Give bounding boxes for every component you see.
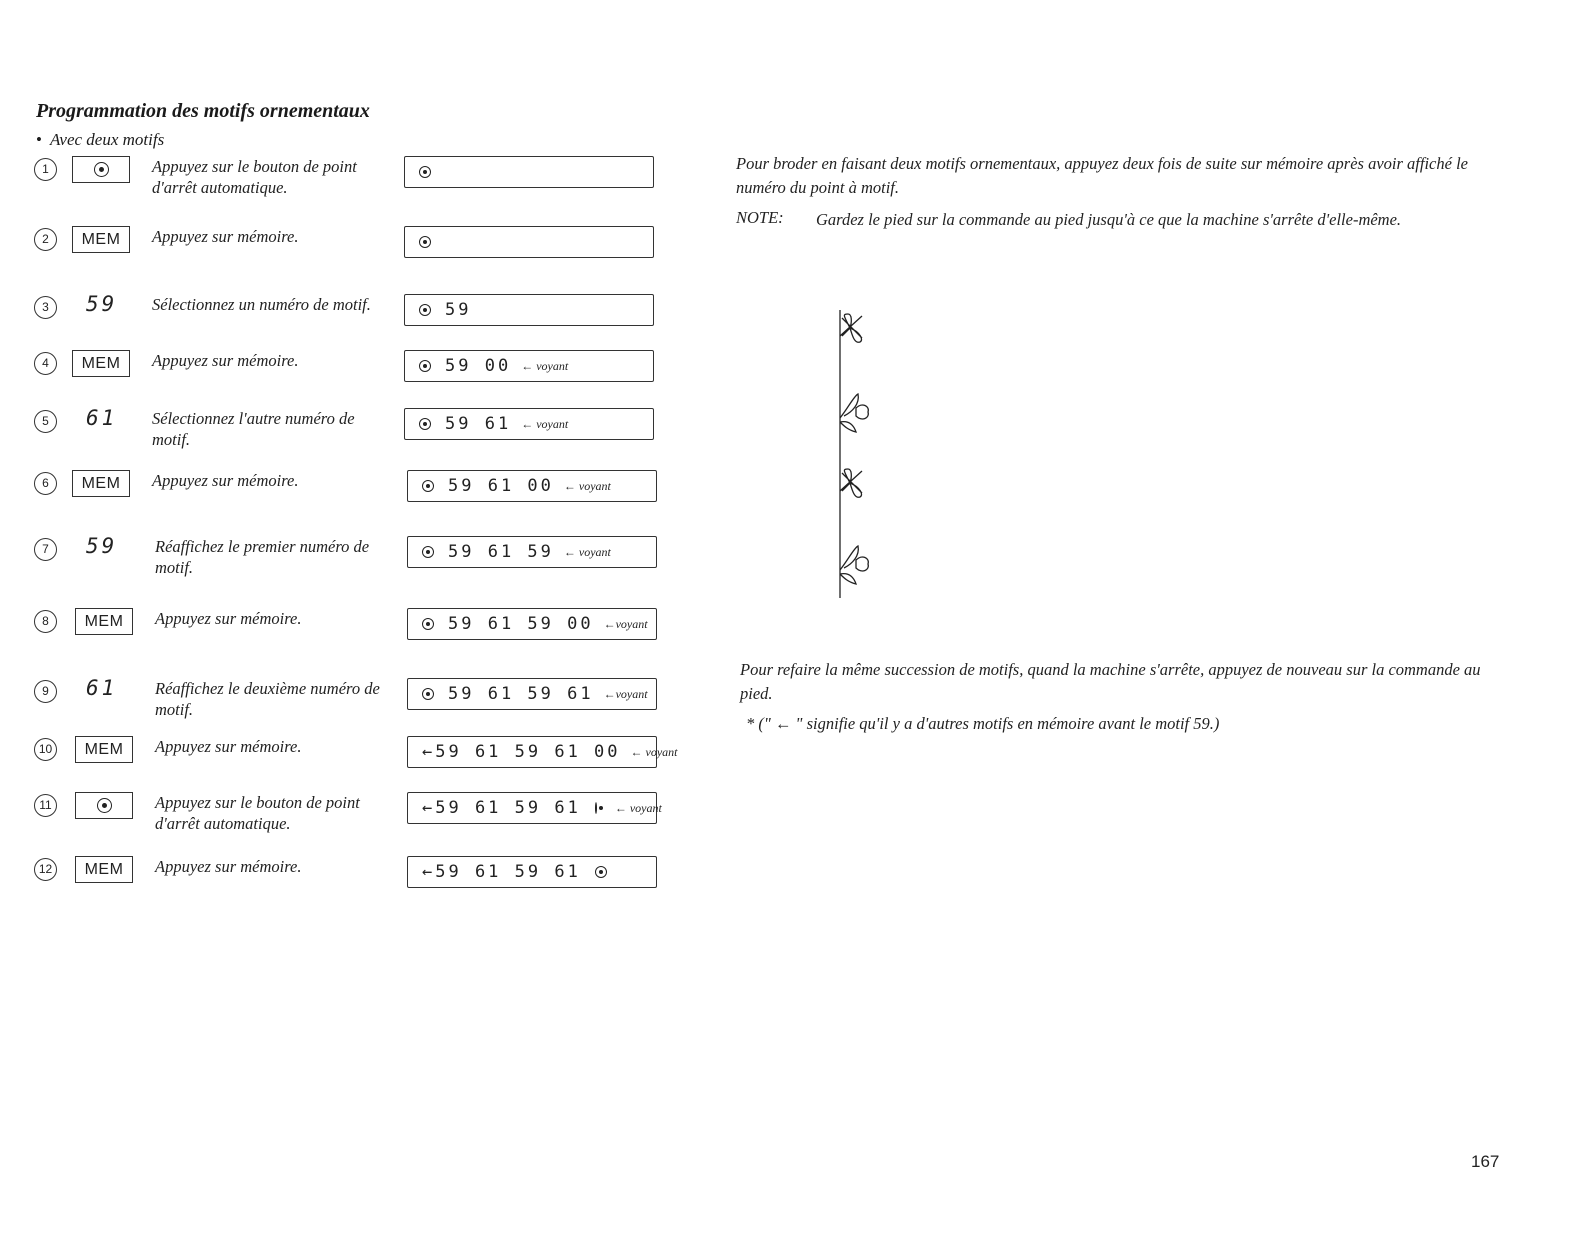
auto-stop-icon xyxy=(419,236,431,248)
auto-stop-icon xyxy=(419,360,431,372)
auto-stop-icon xyxy=(422,618,434,630)
step-number: 1 xyxy=(34,158,57,181)
indicator-label: ←voyant xyxy=(603,686,648,701)
lcd-values: 59 00 xyxy=(445,356,512,376)
indicator-label: ← voyant xyxy=(521,358,569,373)
mem-key-label: MEM xyxy=(81,230,121,248)
mem-key xyxy=(72,470,130,497)
auto-stop-icon xyxy=(595,866,607,878)
lcd-values: 59 61 00 xyxy=(448,476,554,496)
mem-key-label: MEM xyxy=(84,612,124,630)
note-label: NOTE: xyxy=(736,208,784,227)
step-row xyxy=(34,736,754,780)
indicator-label: ← voyant xyxy=(614,800,662,815)
mem-key xyxy=(72,226,130,253)
footnote: * (" ← " signifie qu'il y a d'autres motifs en mémoire avant le motif 59.) xyxy=(746,714,1220,733)
bullet: • xyxy=(36,130,42,149)
note-text: Gardez le pied sur la commande au pied jusqu'à ce que la machine s'arrête d'elle-même. xyxy=(816,210,1402,229)
auto-stop-icon xyxy=(422,480,434,492)
lcd-display xyxy=(404,226,654,258)
lcd-display xyxy=(407,608,657,640)
lcd-values: ←59 61 59 61 xyxy=(422,862,581,882)
step-description: Appuyez sur mémoire. xyxy=(155,857,302,876)
step-number: 12 xyxy=(34,858,57,881)
step-row xyxy=(34,408,754,452)
tulip-motif-2 xyxy=(840,546,868,584)
pattern-number-display: 59 xyxy=(86,292,118,316)
mem-key-label: MEM xyxy=(81,474,121,492)
tulip-motif xyxy=(840,394,868,432)
mem-key xyxy=(72,350,130,377)
lcd-display xyxy=(404,294,654,326)
step-number: 9 xyxy=(34,680,57,703)
indicator-label: ← voyant xyxy=(630,744,678,759)
lcd-display xyxy=(407,536,657,568)
lcd-values: 59 61 59 00 xyxy=(448,614,594,634)
mem-key xyxy=(75,856,133,883)
auto-stop-icon xyxy=(94,162,109,177)
step-description: Appuyez sur mémoire. xyxy=(152,471,299,490)
lcd-display xyxy=(404,350,654,382)
step-number: 4 xyxy=(34,352,57,375)
lcd-values: ←59 61 59 61 xyxy=(422,798,581,818)
indicator-label: ← voyant xyxy=(521,416,569,431)
step-row xyxy=(34,156,754,200)
lcd-values: 59 61 xyxy=(445,414,512,434)
auto-stop-icon xyxy=(419,304,431,316)
intro-paragraph: Pour broder en faisant deux motifs ornementaux, appuyez deux fois de suite sur mémoire après avoir affiché le numéro du point à motif. xyxy=(736,154,1468,197)
step-number: 8 xyxy=(34,610,57,633)
lcd-display xyxy=(407,856,657,888)
auto-stop-icon xyxy=(595,802,597,814)
auto-stop-key xyxy=(75,792,133,819)
page-number: 167 xyxy=(1471,1152,1500,1171)
indicator-label: ← voyant xyxy=(563,478,611,493)
step-number: 5 xyxy=(34,410,57,433)
step-number: 11 xyxy=(34,794,57,817)
mem-key xyxy=(75,608,133,635)
step-description: Appuyez sur le bouton de point d'arrêt automatique. xyxy=(155,793,360,833)
step-number: 7 xyxy=(34,538,57,561)
repeat-paragraph: Pour refaire la même succession de motifs, quand la machine s'arrête, appuyez de nouveau sur la commande au pied. xyxy=(740,660,1481,703)
step-description: Appuyez sur le bouton de point d'arrêt automatique. xyxy=(152,157,357,197)
lcd-display xyxy=(404,156,654,188)
auto-stop-key xyxy=(72,156,130,183)
butterfly-motif xyxy=(840,314,862,342)
auto-stop-icon xyxy=(422,546,434,558)
step-number: 3 xyxy=(34,296,57,319)
lcd-values: 59 61 59 xyxy=(448,542,554,562)
step-number: 6 xyxy=(34,472,57,495)
step-number: 2 xyxy=(34,228,57,251)
step-description: Réaffichez le premier numéro de motif. xyxy=(155,537,370,577)
auto-stop-icon xyxy=(97,798,112,813)
step-row xyxy=(34,792,754,836)
step-row xyxy=(34,608,754,652)
step-description: Sélectionnez l'autre numéro de motif. xyxy=(152,409,355,449)
step-description: Appuyez sur mémoire. xyxy=(155,609,302,628)
pattern-number-display: 61 xyxy=(86,676,118,700)
auto-stop-icon xyxy=(419,418,431,430)
mem-key-label: MEM xyxy=(81,354,121,372)
step-row xyxy=(34,536,754,580)
auto-stop-icon xyxy=(419,166,431,178)
mem-key-label: MEM xyxy=(84,860,124,878)
indicator-label: ←voyant xyxy=(603,616,648,631)
step-row xyxy=(34,294,754,338)
lcd-display xyxy=(404,408,654,440)
step-description: Appuyez sur mémoire. xyxy=(155,737,302,756)
section-subtitle xyxy=(36,130,164,150)
lcd-display xyxy=(407,678,657,710)
stitch-pattern-illustration xyxy=(826,308,886,608)
step-description: Appuyez sur mémoire. xyxy=(152,351,299,370)
lcd-values: 59 61 59 61 xyxy=(448,684,594,704)
pattern-number-display: 61 xyxy=(86,406,118,430)
auto-stop-icon xyxy=(422,688,434,700)
step-row xyxy=(34,678,754,722)
lcd-values: 59 xyxy=(445,300,472,320)
step-description: Sélectionnez un numéro de motif. xyxy=(152,295,371,314)
step-row xyxy=(34,856,754,900)
lcd-display xyxy=(407,736,678,768)
lcd-display xyxy=(407,792,662,824)
pattern-number-display: 59 xyxy=(86,534,118,558)
step-description: Appuyez sur mémoire. xyxy=(152,227,299,246)
step-row xyxy=(34,470,754,514)
indicator-label: ← voyant xyxy=(563,544,611,559)
step-row xyxy=(34,350,754,394)
step-description: Réaffichez le deuxième numéro de motif. xyxy=(155,679,380,719)
step-row xyxy=(34,226,754,270)
mem-key-label: MEM xyxy=(84,740,124,758)
butterfly-motif-2 xyxy=(840,469,862,497)
subtitle-text: Avec deux motifs xyxy=(49,130,165,149)
step-number: 10 xyxy=(34,738,57,761)
lcd-display xyxy=(407,470,657,502)
section-title: Programmation des motifs ornementaux xyxy=(36,100,370,122)
mem-key xyxy=(75,736,133,763)
lcd-values: ←59 61 59 61 00 xyxy=(422,742,621,762)
